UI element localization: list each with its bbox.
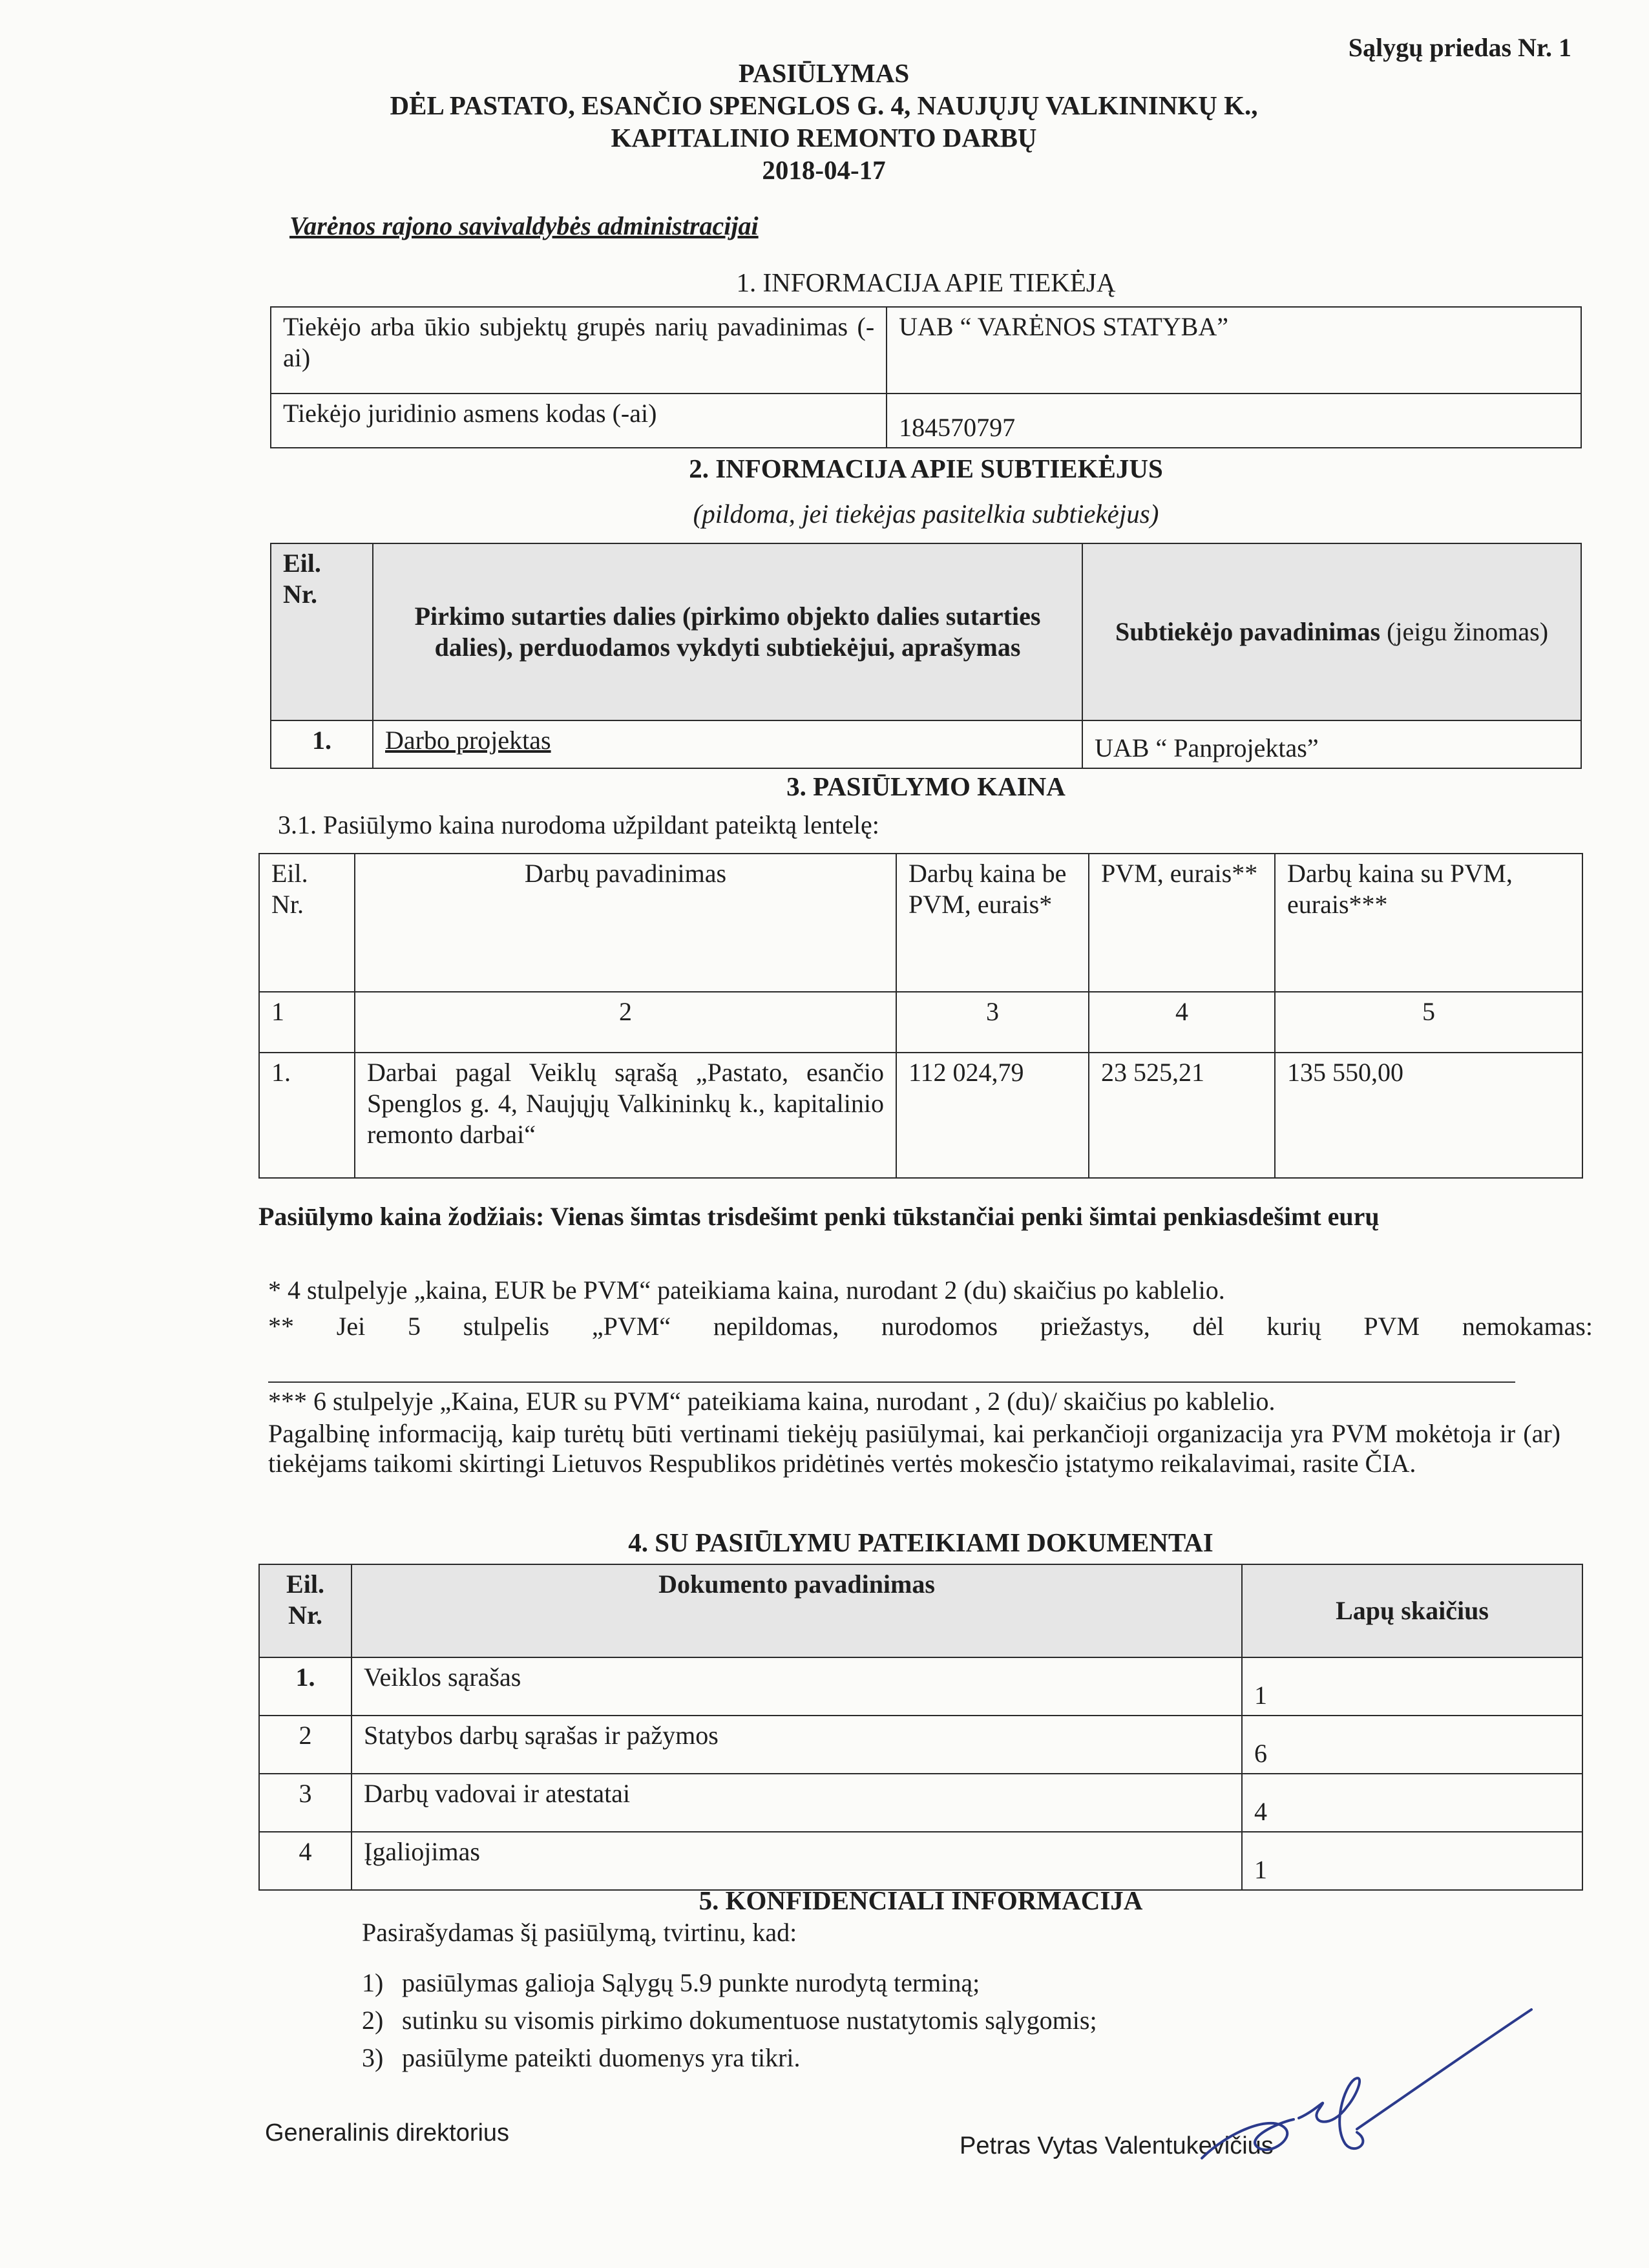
row-document-name: Darbų vadovai ir atestatai (352, 1774, 1242, 1832)
row-pages: 6 (1242, 1716, 1582, 1774)
col-header-work-name: Darbų pavadinimas (355, 854, 896, 992)
row-nr: 1. (259, 1053, 355, 1178)
annex-label: Sąlygų priedas Nr. 1 (1348, 33, 1571, 62)
col-header-price: Darbų kaina be PVM, eurais* (896, 854, 1089, 992)
price-in-words: Pasiūlymo kaina žodžiais: Vienas šimtas trisdešimt penki tūkstančiai penki šimtai penkiasdešimt eurų (258, 1202, 1380, 1231)
col-header-document-name: Dokumento pavadinimas (352, 1564, 1242, 1657)
list-item: 1) pasiūlymas galioja Sąlygų 5.9 punkte nurodytą terminą; (362, 1968, 980, 1997)
col-header-pages: Lapų skaičius (1242, 1564, 1582, 1657)
col-number: 3 (896, 992, 1089, 1053)
row-total: 135 550,00 (1275, 1053, 1582, 1178)
table-header-row (271, 543, 1581, 720)
section2-heading: 2. INFORMACIJA APIE SUBTIEKĖJUS (689, 454, 1163, 483)
section3-intro: 3.1. Pasiūlymo kaina nurodoma užpildant pateiktą lentelę: (278, 810, 879, 839)
addressee: Varėnos rajono savivaldybės administracijai (289, 211, 759, 240)
document-subtitle-1: DĖL PASTATO, ESANČIO SPENGLOS G. 4, NAUJŲJŲ VALKININKŲ K., (390, 90, 1258, 120)
col-header-nr: Eil. Nr. (259, 854, 355, 992)
table-number-row (259, 992, 1582, 1053)
col-header-nr: Eil. Nr. (259, 1564, 352, 1657)
note-1: * 4 stulpelyje „kaina, EUR be PVM“ pateikiama kaina, nurodant 2 (du) skaičius po kablelio. (268, 1276, 1225, 1305)
row-nr: 4 (259, 1832, 352, 1890)
supplier-code-label: Tiekėjo juridinio asmens kodas (-ai) (271, 394, 887, 448)
note-3: *** 6 stulpelyje „Kaina, EUR su PVM“ pateikiama kaina, nurodant , 2 (du)/ skaičius po kablelio. (268, 1387, 1276, 1416)
table-row (259, 1774, 1582, 1832)
table-row (259, 1716, 1582, 1774)
supplier-name-value: UAB “ VARĖNOS STATYBA” (887, 307, 1581, 394)
row-document-name: Statybos darbų sąrašas ir pažymos (352, 1716, 1242, 1774)
documents-table (258, 1564, 1583, 1891)
row-document-name: Veiklos sąrašas (352, 1657, 1242, 1716)
table-row (271, 394, 1581, 448)
price-table (258, 853, 1583, 1179)
col-header-description: Pirkimo sutarties dalies (pirkimo objekto dalies sutarties dalies), perduodamos vykdyti subtiekėjui, aprašymas (373, 543, 1082, 720)
row-pages: 1 (1242, 1657, 1582, 1716)
note-2: ** Jei 5 stulpelis „PVM“ nepildomas, nurodomos priežastys, dėl kurių PVM nemokamas: (268, 1312, 1593, 1341)
row-description: Darbo projektas (373, 720, 1082, 768)
row-pages: 4 (1242, 1774, 1582, 1832)
table-row (271, 307, 1581, 394)
section2-note: (pildoma, jei tiekėjas pasitelkia subtiekėjus) (693, 499, 1159, 529)
section5-intro: Pasirašydamas šį pasiūlymą, tvirtinu, kad: (362, 1918, 797, 1947)
document-date: 2018-04-17 (762, 155, 886, 185)
section4-heading: 4. SU PASIŪLYMU PATEIKIAMI DOKUMENTAI (628, 1528, 1213, 1557)
handwritten-signature (1124, 1997, 1577, 2165)
col-header-total: Darbų kaina su PVM, eurais*** (1275, 854, 1582, 992)
document-subtitle-2: KAPITALINIO REMONTO DARBŲ (611, 123, 1037, 152)
supplier-code-value: 184570797 (887, 394, 1581, 448)
row-nr: 3 (259, 1774, 352, 1832)
col-number: 2 (355, 992, 896, 1053)
row-pages: 1 (1242, 1832, 1582, 1890)
row-subcontractor-name: UAB “ Panprojektas” (1082, 720, 1581, 768)
table-header-row (259, 1564, 1582, 1657)
row-vat: 23 525,21 (1089, 1053, 1275, 1178)
supplier-info-table (270, 306, 1582, 448)
section1-heading: 1. INFORMACIJA APIE TIEKĖJĄ (736, 268, 1116, 297)
col-number: 5 (1275, 992, 1582, 1053)
fill-in-line (268, 1381, 1515, 1383)
document-title: PASIŪLYMAS (738, 58, 910, 88)
signer-position: Generalinis direktorius (265, 2119, 510, 2147)
document-header (194, 57, 1454, 186)
signer-name: Petras Vytas Valentukevičius (960, 2132, 1274, 2159)
table-row (259, 1657, 1582, 1716)
row-nr: 2 (259, 1716, 352, 1774)
table-row (259, 1053, 1582, 1178)
list-item: 3) pasiūlyme pateikti duomenys yra tikri. (362, 2043, 801, 2072)
table-row (271, 720, 1581, 768)
supplier-name-label: Tiekėjo arba ūkio subjektų grupės narių pavadinimas (-ai) (271, 307, 887, 394)
col-number: 4 (1089, 992, 1275, 1053)
col-header-nr: Eil. Nr. (271, 543, 373, 720)
table-header-row (259, 854, 1582, 992)
subcontractors-table (270, 543, 1582, 769)
table-row (259, 1832, 1582, 1890)
col-number: 1 (259, 992, 355, 1053)
section3-heading: 3. PASIŪLYMO KAINA (786, 772, 1066, 801)
list-item: 2) sutinku su visomis pirkimo dokumentuose nustatytomis sąlygomis; (362, 2006, 1097, 2035)
confirmation-list (362, 1964, 1097, 2077)
row-nr: 1. (259, 1657, 352, 1716)
row-price: 112 024,79 (896, 1053, 1089, 1178)
row-nr: 1. (271, 720, 373, 768)
col-header-vat: PVM, eurais** (1089, 854, 1275, 992)
note-4: Pagalbinę informaciją, kaip turėtų būti vertinami tiekėjų pasiūlymai, kai perkančioji organizacija yra PVM mokėtoja ir (ar) tiekėjams taikomi skirtingi Lietuvos Respublikos pridėtinės vertės mokesčio įstatymo reikalavimai, rasite ČIA. (268, 1419, 1560, 1478)
row-document-name: Įgaliojimas (352, 1832, 1242, 1890)
col-header-subcontractor: Subtiekėjo pavadinimas (jeigu žinomas) (1082, 543, 1581, 720)
section5-heading: 5. KONFIDENCIALI INFORMACIJA (698, 1885, 1143, 1915)
row-work-name: Darbai pagal Veiklų sąrašą „Pastato, esančio Spenglos g. 4, Naujųjų Valkininkų k., kapitalinio remonto darbai“ (355, 1053, 896, 1178)
